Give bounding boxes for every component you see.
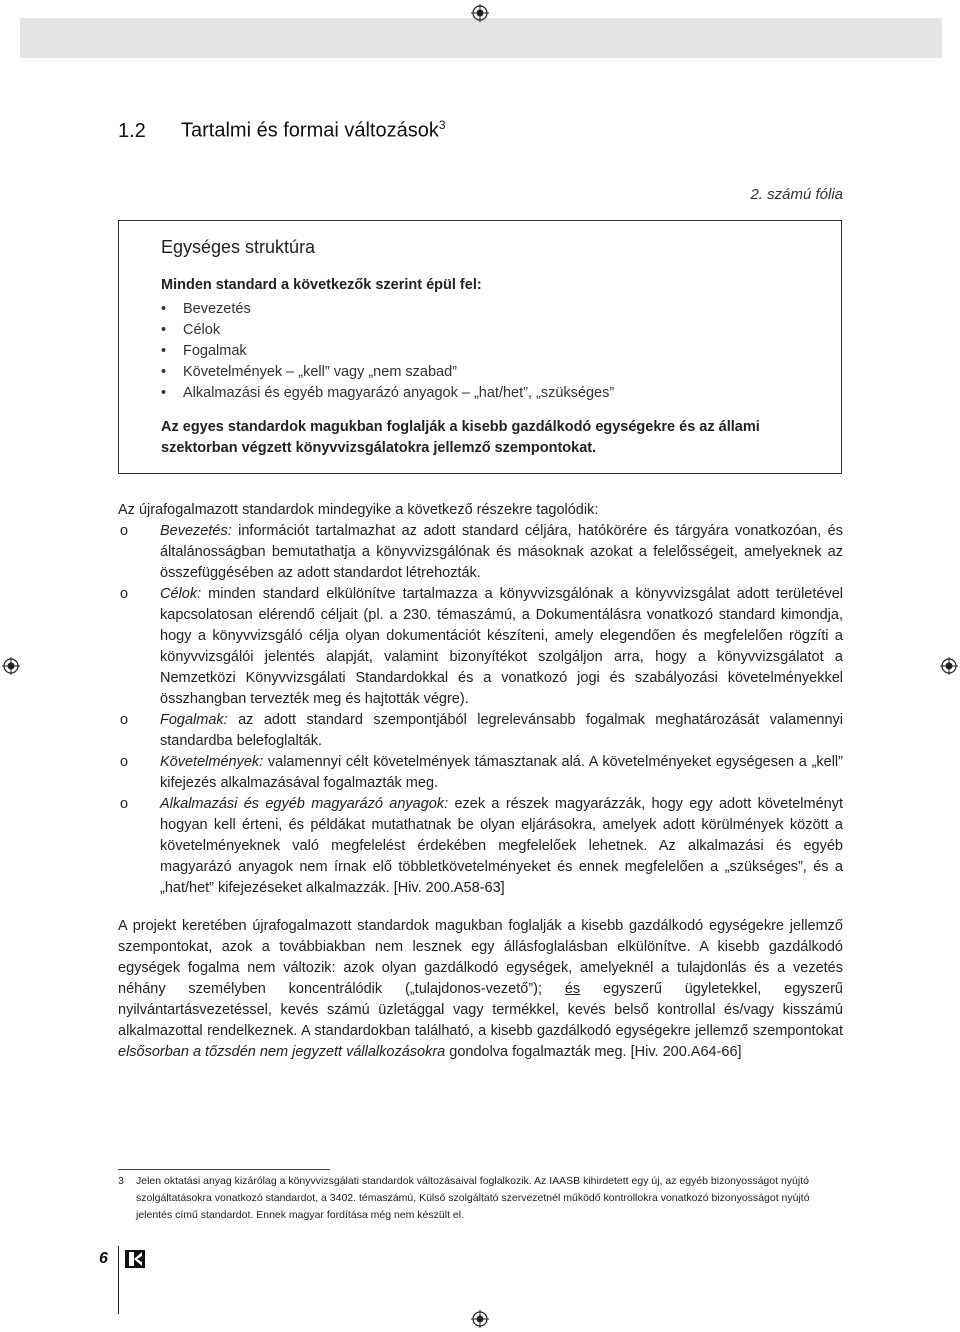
- box-intro: Minden standard a következők szerint épül fel:: [161, 277, 482, 293]
- item-term: Bevezetés:: [160, 523, 232, 539]
- registration-mark-icon: [471, 1310, 489, 1328]
- list-marker: o: [120, 712, 129, 728]
- footnote-reference: 3: [438, 118, 446, 132]
- registration-mark-icon: [2, 657, 20, 675]
- body-intro: Az újrafogalmazott standardok mindegyike a következő részekre tagolódik:: [118, 502, 599, 518]
- slide-label: 2. számú fólia: [750, 186, 843, 203]
- list-item: [118, 794, 843, 899]
- list-marker: o: [120, 523, 129, 539]
- item-term: Fogalmak:: [160, 712, 228, 728]
- structure-list: [161, 299, 614, 404]
- item-text: valamennyi célt követelmények támasztanak alá. A követelményeket egységesen a „kell” kifejezés alkalmazásával fogalmazták meg.: [160, 754, 843, 791]
- body-text: [118, 500, 843, 1063]
- item-text: az adott standard szempontjából legrelevánsabb fogalmak meghatározását valamennyi standardba belefoglalták.: [160, 712, 843, 749]
- page-number: 6: [99, 1250, 108, 1267]
- item-term: Alkalmazási és egyéb magyarázó anyagok:: [160, 796, 449, 812]
- bullet-icon: •: [161, 343, 167, 359]
- bullet-icon: •: [161, 301, 167, 317]
- list-item: [118, 521, 843, 584]
- slide-box: [118, 220, 842, 474]
- list-marker: o: [120, 586, 129, 602]
- footnote-text: Jelen oktatási anyag kizárólag a könyvvizsgálati standardok változásaival foglalkozik. Az IAASB kihirdetett egy új, az egyéb bizonyosságot nyújtó szolgáltatásokra vonatkozó standardot, a 3402. témaszámú, Külső szolgáltató szervezetnél működő kontrollokra vonatkozó bizonyosságot nyújtó jelentés című standardot. Ennek magyar fordítása még nem készült el.: [136, 1175, 810, 1221]
- item-text: ezek a részek magyarázzák, hogy egy adott követelményt hogyan kell érteni, és példákat mutathatnak be olyan eljárásokra, amelyek adott körülmények között a követelményeknek való megfelelést érdekében megfelelőek lehetnek. Az alkalmazási és egyéb magyarázó anyagok nem írnak elő többletkövetelményeket és ennek megfelelően a „szükséges”, és a „hat/het” kifejezéseket alkalmazzák. [Hiv. 200.A58-63]: [160, 796, 843, 896]
- body-paragraph: A projekt keretében újrafogalmazott standardok magukban foglalják a kisebb gazdálkodó egységekre jellemző szempontokat, azok a továbbiakban nem lesznek egy állásfoglalásban elkülönítve. A kisebb gazdálkodó egységek fogalma nem változik: azok olyan gazdálkodó egységek, amelyeknél a tulajdonlás és a vezetés néhány személyben koncentrálódik („tulajdonos-vezető”); és egyszerű ügyletekkel, egyszerű nyilvántartásvezetéssel, kevés számú üzletággal vagy termékkel, kevés belső kontrollal és/vagy kisszámú alkalmazottal rendelkeznek. A standardokban található, a kisebb gazdálkodó egységekre jellemző szempontokat elsősorban a tőzsdén nem jegyzett vállalkozásokra gondolva fogalmazták meg. [Hiv. 200.A64-66]: [118, 918, 843, 1060]
- registration-mark-icon: [471, 4, 489, 22]
- parts-list: [118, 521, 843, 899]
- bullet-icon: •: [161, 385, 167, 401]
- list-item: • Fogalmak: [161, 341, 614, 362]
- list-item: • Alkalmazási és egyéb magyarázó anyagok – „hat/het”, „szükséges”: [161, 383, 614, 404]
- box-summary: Az egyes standardok magukban foglalják a kisebb gazdálkodó egységekre és az állami szektorban végzett könyvvizsgálatokra jellemző szempontokat.: [161, 419, 760, 456]
- item-term: Követelmények:: [160, 754, 264, 770]
- page-number-divider: [118, 1246, 119, 1314]
- list-item: [118, 710, 843, 752]
- list-item: • Követelmények – „kell” vagy „nem szabad”: [161, 362, 614, 383]
- list-item: • Bevezetés: [161, 299, 614, 320]
- footnote: [118, 1173, 848, 1224]
- list-item: • Célok: [161, 320, 614, 341]
- section-number: 1.2: [118, 119, 146, 142]
- footnote-number: 3: [118, 1175, 124, 1187]
- item-text: minden standard elkülönítve tartalmazza a könyvvizsgálónak a könyvvizsgálat adott területével kapcsolatosan elérendő céljait (pl. a 230. témaszámú, a Dokumentálásra vonatkozó standard kimondja, hogy a könyvvizsgáló célja olyan dokumentációt készíteni, amely elegendően és megfelelően rögzíti a könyvvizsgálói jelentés alapját, valamint bizonyítékot szolgáljon arra, hogy a könyvvizsgálatot a Nemzetközi Könyvvizsgálati Standardokkal és a vonatkozó jogi és szabályozási követelményekkel összhangban tervezték meg és hajtották végre).: [160, 586, 843, 707]
- footnote-divider: [118, 1169, 330, 1170]
- item-term: Célok:: [160, 586, 202, 602]
- list-item: [118, 584, 843, 710]
- item-text: információt tartalmazhat az adott standard céljára, hatókörére és tárgyára vonatkozóan, és általánosságban bemutathatja a könyvvizsgálónak és másoknak azokat a felelősségeit, amelyeknek az összefüggésében az adott standardot létrehozták.: [160, 523, 843, 581]
- section-heading: [118, 118, 446, 143]
- publisher-logo-icon: [125, 1250, 145, 1268]
- header-band: [20, 18, 942, 58]
- registration-mark-icon: [940, 657, 958, 675]
- bullet-icon: •: [161, 364, 167, 380]
- bullet-icon: •: [161, 322, 167, 338]
- section-title: Tartalmi és formai változások: [181, 119, 439, 142]
- list-item: [118, 752, 843, 794]
- box-title: Egységes struktúra: [161, 237, 316, 257]
- list-marker: o: [120, 754, 129, 770]
- list-marker: o: [120, 796, 129, 812]
